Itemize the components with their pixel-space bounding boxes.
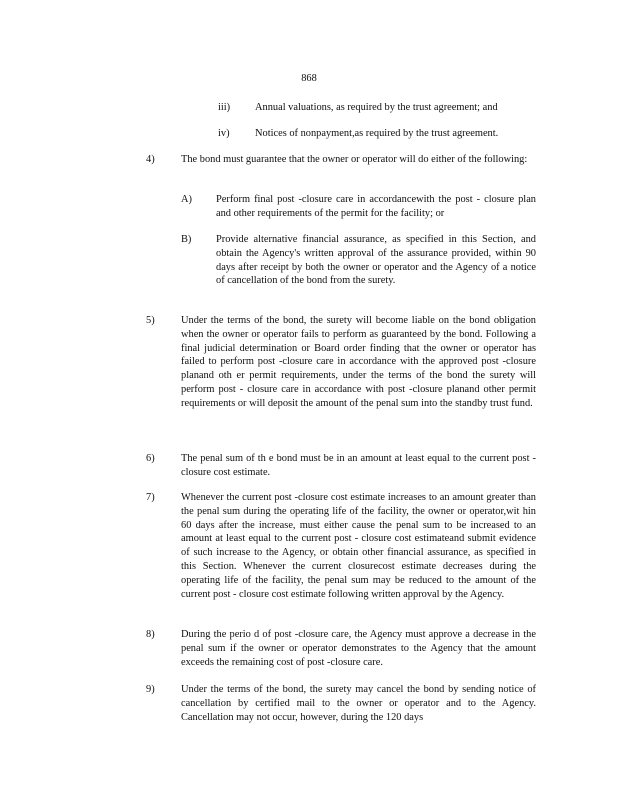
item-text: The bond must guarantee that the owner or operator will do either of the following: xyxy=(181,154,528,165)
item-number: 9) xyxy=(146,684,155,695)
item-number: 4) xyxy=(146,154,155,165)
option-text: Provide alternative financial assurance, as specified in this Section, and obtain the Agency's written approval of the assurance provided, within 90 days after receipt by both the owner or operator and the Agency of a notice of cancellation of the bond from the surety. xyxy=(216,234,536,287)
option-text: Perform final post -closure care in accordancewith the post - closure plan and other requirements of the permit for the facility; or xyxy=(216,194,536,219)
item-text: Whenever the current post -closure cost estimate increases to an amount greater than the penal sum during the operating life of the facility, the owner or operator,wit hin 60 days after the increase, must either cause the penal sum to be increased to an amount at least equal to the current post - closure cost estimateand submit evidence of such increase to the Agency, or obtain other financial assurance, as specified in this Section. Whenever the current closurecost estimate decreases during the operating life of the facility, the penal sum may be reduced to the amount of the current post - closure cost estimate following written approval by the Agency. xyxy=(181,492,536,600)
sub-item-label: iii) xyxy=(218,102,231,113)
item-text: During the perio d of post -closure care, the Agency must approve a decrease in the penal sum if the owner or operator demonstrates to the Agency that the amount exceeds the remaining cost of post -closure care. xyxy=(181,629,536,668)
item-number: 8) xyxy=(146,629,155,640)
item-text: Under the terms of the bond, the surety will become liable on the bond obligation when the owner or operator fails to perform as guaranteed by the bond. Following a final judicial determination or Board order finding that the owner or operator has failed to perform post -closure care in accordance with the approved post -closure planand oth er permit requirements, under the terms of the bond the surety will perform post - closure care in accordance with post -closure planand other permit requirements or will deposit the amount of the penal sum into the standby trust fund. xyxy=(181,315,536,409)
option-label: B) xyxy=(181,234,192,245)
sub-item-text: Annual valuations, as required by the trust agreement; and xyxy=(255,102,498,113)
item-number: 7) xyxy=(146,492,155,503)
sub-item-text: Notices of nonpayment,as required by the trust agreement. xyxy=(255,128,499,139)
item-text: Under the terms of the bond, the surety may cancel the bond by sending notice of cancellation by certified mail to the owner or operator and to the Agency. Cancellation may not occur, however, during the 120 days xyxy=(181,684,536,723)
option-label: A) xyxy=(181,194,192,205)
page-number: 868 xyxy=(301,73,317,84)
item-text: The penal sum of th e bond must be in an amount at least equal to the current post -closure cost estimate. xyxy=(181,453,536,478)
item-number: 5) xyxy=(146,315,155,326)
item-number: 6) xyxy=(146,453,155,464)
sub-item-label: iv) xyxy=(218,128,230,139)
